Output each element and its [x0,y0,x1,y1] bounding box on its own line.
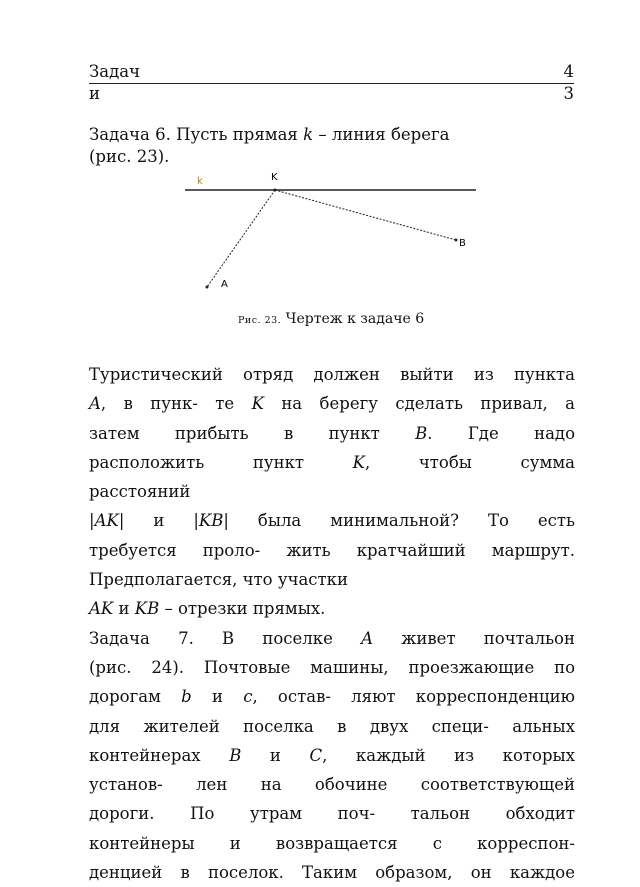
intro-var-k: k [303,125,314,144]
text-line: контейнерах B и C, каждый из которых [89,745,575,765]
intro-figure-ref: (рис. 23). [89,147,170,166]
text-line: AK и KB – отрезки прямых. [89,599,326,619]
text-line: Предполагается, что участки [89,570,348,590]
text-line: дороги. По утрам поч- тальон обходит [89,804,575,824]
header-row-1 [89,62,574,82]
text-line: (рис. 24). Почтовые машины, проезжающие по [89,657,575,677]
text-line: A, в пунк- те K на берегу сделать привал, а [89,394,576,414]
intro-text-b: – линия берега [313,125,450,144]
label-B: B [459,238,466,249]
text-line: расстояний [89,482,191,502]
point-A [206,286,209,289]
page-number-bottom: 3 [563,84,574,103]
header-title: Задач [89,62,141,81]
text-line: затем прибыть в пункт B. Где надо [89,423,576,443]
label-K: K [271,172,278,183]
caption-prefix: Рис. 23. [238,315,282,326]
segment-KB [275,190,456,240]
figure-caption [238,311,424,327]
text-line: денцией в поселок. Таким образом, он каждое [89,863,575,883]
intro-text: Задача 6. Пусть прямая [89,125,304,144]
text-line: Туристический отряд должен выйти из пункта [89,365,575,384]
body-text [89,360,575,887]
figure-23-diagram [180,166,480,296]
label-k: k [197,176,203,187]
text-line: |AK| и |KB| была минимальной? То есть [89,511,575,531]
problem-6-intro [89,124,559,168]
label-A: A [221,279,228,290]
page-number-top: 4 [563,62,574,81]
point-B [455,239,458,242]
text-line: требуется проло- жить кратчайший маршрут. [89,540,575,560]
text-line: контейнеры и возвращается с корреспон- [89,833,575,853]
text-line: для жителей поселка в двух специ- альных [89,716,575,736]
header-title-continued: и [89,84,100,103]
text-line: Задача 7. В поселке A живет почтальон [89,628,575,648]
text-line: расположить пункт K, чтобы сумма [89,452,575,472]
page-header [89,62,574,104]
header-row-2 [89,84,574,104]
segment-AK [207,190,275,287]
caption-text: Чертеж к задаче 6 [285,311,425,327]
point-K [274,189,277,192]
text-line: установ- лен на обочине соответствующей [89,775,575,795]
text-line: дорогам b и c, остав- ляют корреспонденцию [89,687,575,707]
